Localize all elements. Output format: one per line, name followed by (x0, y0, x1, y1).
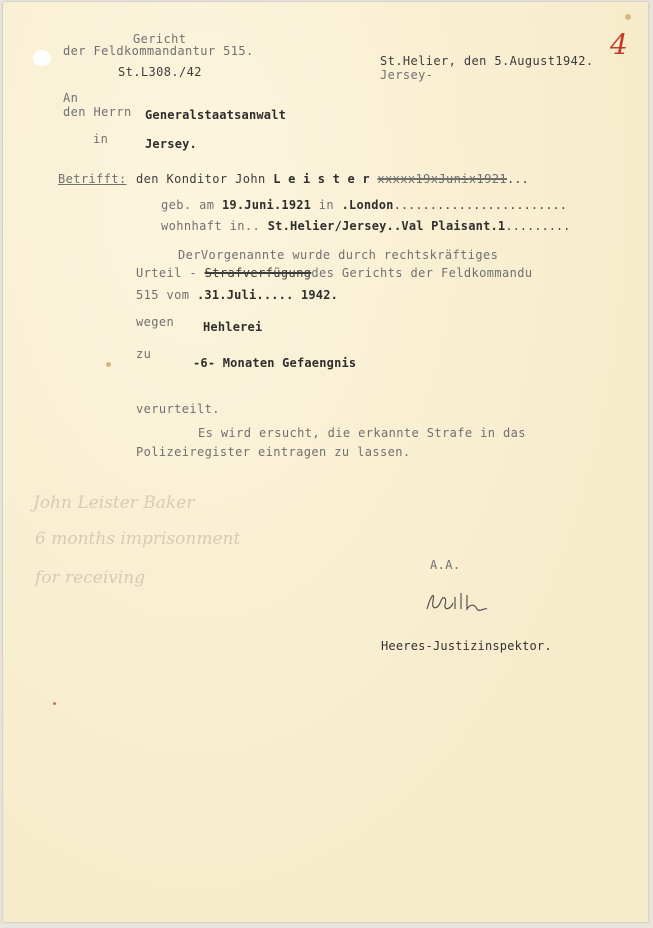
body-line-3 (136, 288, 338, 302)
birth-line (161, 198, 567, 212)
birth-label: geb. am (161, 198, 215, 212)
stain-mark (106, 362, 111, 367)
stain-mark (53, 702, 56, 705)
pencil-note-3: for receiving (35, 568, 146, 588)
subject-label: Betrifft: (58, 172, 127, 186)
request-line-2: Polizeiregister eintragen zu lassen. (136, 445, 411, 459)
signature-aa: A.A. (430, 558, 461, 572)
dot-leader: ... (507, 172, 529, 186)
subject-intro: den Konditor John (136, 172, 266, 186)
address-in: in (93, 132, 109, 146)
subject-line-1 (136, 172, 529, 186)
verurteilt: verurteilt. (136, 402, 220, 416)
place-date: St.Helier, den 5.August1942. (380, 54, 594, 68)
page-number: 4 (610, 28, 629, 61)
struck-text: Strafverfügung (204, 266, 312, 280)
body-line-2 (136, 266, 533, 280)
punch-hole (33, 50, 51, 66)
document-page (3, 2, 648, 922)
birth-date: 19.Juni.1921 (222, 198, 312, 212)
address-an: An (63, 91, 79, 105)
stain-mark (625, 14, 631, 20)
request-line-1: Es wird ersucht, die erkannte Strafe in das (198, 426, 526, 440)
dot-leader: ........................ (393, 198, 567, 212)
body-unit-number: 515 vom (136, 288, 190, 302)
body-court: des Gerichts der Feldkommandu (311, 266, 533, 280)
residence-label: wohnhaft in.. (161, 219, 261, 233)
birth-in: in (318, 198, 334, 212)
wegen-label: wegen (136, 315, 175, 329)
address-den-herrn: den Herrn (63, 105, 132, 119)
subject-person-name: L e i s t e r (273, 172, 370, 186)
struck-text: xxxxx19xJunix1921 (377, 172, 508, 186)
zu-label: zu (136, 347, 152, 361)
residence-address: St.Helier/Jersey..Val Plaisant.1 (267, 219, 506, 233)
body-urteil: Urteil - (136, 266, 197, 280)
address-recipient: Generalstaatsanwalt (145, 108, 287, 122)
handwritten-signature (421, 587, 493, 619)
court-unit: der Feldkommandantur 515. (63, 44, 254, 58)
pencil-note-2: 6 months imprisonment (35, 529, 241, 549)
signature-title: Heeres-Justizinspektor. (381, 639, 552, 653)
body-line-1: DerVorgenannte wurde durch rechtskräftiges (178, 248, 499, 262)
pencil-note-1: John Leister Baker (33, 493, 195, 513)
address-place: Jersey. (145, 137, 197, 151)
birth-place: .London (341, 198, 394, 212)
residence-line (161, 219, 570, 233)
sentence: -6- Monaten Gefaengnis (193, 356, 357, 370)
reference-number: St.L308./42 (118, 65, 202, 79)
place-region: Jersey- (380, 68, 434, 82)
verdict-date: .31.Juli..... 1942. (197, 288, 339, 302)
offense: Hehlerei (203, 320, 263, 334)
court-name: Gericht (133, 32, 187, 46)
dot-leader: ......... (505, 219, 571, 233)
